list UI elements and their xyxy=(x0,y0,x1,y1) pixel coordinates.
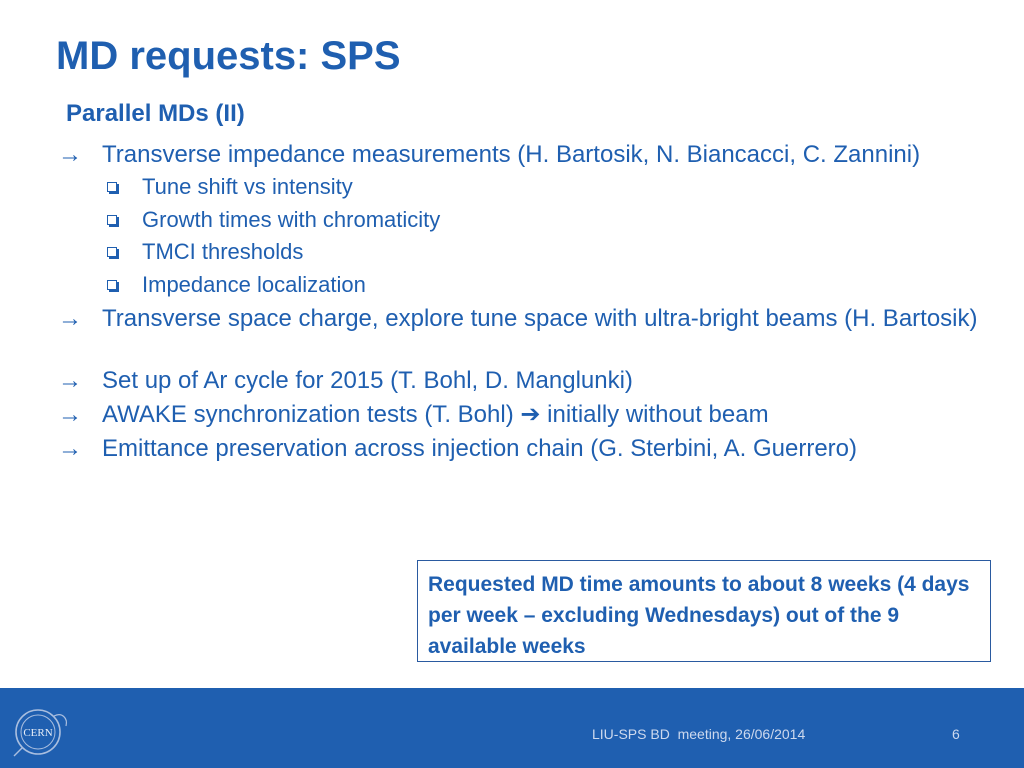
footer-bar xyxy=(0,688,1024,768)
slide-title: MD requests: SPS xyxy=(56,34,401,78)
bullet-text: Transverse impedance measurements (H. Bartosik, N. Biancacci, C. Zannini) xyxy=(102,141,921,168)
sub-bullet-text: Growth times with chromaticity xyxy=(142,206,441,232)
cern-logo xyxy=(8,698,72,762)
sub-bullet xyxy=(58,174,1008,200)
bullet-emittance xyxy=(58,434,1008,463)
bullet-ar-cycle xyxy=(58,366,1008,395)
footer-meeting-text: LIU-SPS BD meeting, 26/06/2014 xyxy=(592,726,806,742)
spacer xyxy=(58,338,1008,366)
checkbox-bullet-icon xyxy=(107,247,117,257)
right-arrow-icon: → xyxy=(58,141,82,168)
sub-bullet-text: TMCI thresholds xyxy=(142,239,304,265)
sub-bullet xyxy=(58,272,1008,298)
inline-arrow-icon: ➔ xyxy=(520,401,541,429)
sub-bullet-text: Impedance localization xyxy=(142,271,366,297)
bullet-text: Transverse space charge, explore tune space with ultra-bright beams (H. Bartosik) xyxy=(102,305,978,333)
bullet-text: Emittance preservation across injection chain (G. Sterbini, A. Guerrero) xyxy=(102,435,857,463)
sub-bullet xyxy=(58,207,1008,233)
slide-content xyxy=(58,140,1008,468)
page-number: 6 xyxy=(952,726,960,742)
checkbox-bullet-icon xyxy=(107,215,117,225)
checkbox-bullet-icon xyxy=(107,280,117,290)
bullet-text: Set up of Ar cycle for 2015 (T. Bohl, D. Manglunki) xyxy=(102,367,633,395)
bullet-text-after: initially without beam xyxy=(540,401,769,429)
slide-subtitle: Parallel MDs (II) xyxy=(66,100,245,127)
bullet-text xyxy=(102,401,769,428)
sub-bullet-list xyxy=(58,174,1008,298)
bullet-impedance xyxy=(58,140,1008,169)
bullet-awake xyxy=(58,400,1008,429)
right-arrow-icon: → xyxy=(58,305,82,333)
bullet-text-before: AWAKE synchronization tests (T. Bohl) xyxy=(102,401,521,429)
right-arrow-icon: → xyxy=(58,367,82,395)
svg-text:CERN: CERN xyxy=(23,727,53,739)
bullet-space-charge xyxy=(58,304,1008,333)
sub-bullet xyxy=(58,239,1008,265)
checkbox-bullet-icon xyxy=(107,182,117,192)
sub-bullet-text: Tune shift vs intensity xyxy=(142,174,353,199)
right-arrow-icon: → xyxy=(58,401,82,429)
right-arrow-icon: → xyxy=(58,435,82,463)
callout-box: Requested MD time amounts to about 8 weeks (4 days per week – excluding Wednesdays) out of the 9 available weeks xyxy=(417,560,991,662)
